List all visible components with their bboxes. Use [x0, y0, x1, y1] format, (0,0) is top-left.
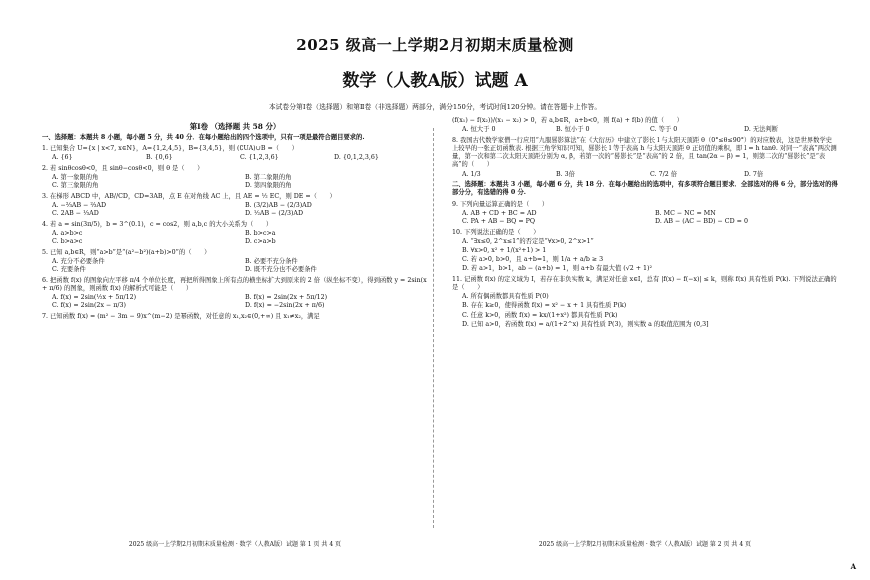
page-mark: A	[850, 562, 856, 571]
option-d: D. ½AB − (2/3)AD	[245, 210, 304, 217]
option-b: B. MC − NC = MN	[655, 209, 716, 217]
question-stem: 11. 记函数 f(x) 的定义域为 I，若存在非负实数 k，满足对任意 x∈I，总有 |f(x) − f(−x)| ≤ k，则称 f(x) 具有性质 P(k). 下列说法正确的是（ ）	[452, 275, 837, 292]
option-c: C. f(x) = 2sin(2x − π/3)	[52, 302, 126, 310]
option-b: B. (3/2)AB − (2/3)AD	[245, 201, 312, 209]
question-stem: 7. 已知函数 f(x) = (m² − 3m − 9)x^(m−2) 是幂函数，对任意的 x₁,x₂∈(0,+∞) 且 x₁≠x₂，满足	[42, 312, 320, 320]
option-d: D. 若 a>1，b>1，ab − (a+b) = 1，则 a+b 有最大值 (√2 + 1)²	[462, 265, 652, 273]
option-a: A. AB + CD + BC = AD	[462, 209, 537, 217]
column-divider	[433, 128, 434, 528]
option-c: C. {1,2,3,6}	[240, 153, 279, 161]
option-b: B. ∀x>0, x² + 1/(x²+1) > 1	[462, 246, 547, 254]
question-5	[42, 249, 428, 275]
option-b: B. 恒小于 0	[556, 126, 590, 134]
option-a: A. “∃x≤0, 2^x≤1”的否定是“∀x>0, 2^x>1”	[462, 237, 594, 245]
question-7	[42, 313, 428, 321]
question-stem: 4. 若 a = sin(3π/5)，b = 3^(0.1)，c = cos2，则 a,b,c 的大小关系为（ ）	[42, 220, 273, 228]
option-a: A. a>b>c	[52, 229, 83, 237]
page-footer-right: 2025 级高一上学期2月初期末质量检测 · 数学（人教A版）试题 第 2 页 共 4 页	[538, 541, 752, 548]
question-stem: 3. 在梯形 ABCD 中，AB//CD，CD=3AB，点 E 在对角线 AC 上，且 AE = ½ EC，则 DE =（ ）	[42, 192, 336, 200]
option-c: C. 第三象限的角	[52, 181, 99, 189]
option-c: C. 等于 0	[650, 126, 678, 134]
question-3	[42, 193, 428, 219]
exam-info: 本试卷分第Ⅰ卷（选择题）和第Ⅱ卷（非选择题）两部分，满分150分，考试时间120分钟。请在答题卡上作答。	[268, 103, 602, 111]
option-d: D. AB − (AC − BD) − CD = 0	[655, 217, 748, 225]
option-a: A. 所有偶函数都具有性质 P(0)	[462, 293, 549, 301]
option-b: B. 第二象限的角	[245, 173, 292, 181]
option-a: A. 1/3	[462, 170, 481, 178]
question-1	[42, 145, 428, 162]
question-stem: 2. 若 sinθcosθ<0，且 sinθ−cosθ<0，则 θ 是（ ）	[42, 164, 204, 172]
question-10	[452, 229, 838, 274]
question-7-continued	[452, 117, 838, 134]
option-d: D. 第四象限的角	[245, 181, 292, 189]
option-c: C. 7/2 倍	[650, 170, 678, 178]
exam-subtitle: 数学（人教A版）试题 A	[342, 71, 528, 91]
option-a: A. 充分不必要条件	[52, 257, 105, 265]
part2-header: 二、选择题：本题共 3 小题，每小题 6 分，共 18 分．在每小题给出的选项中，有多项符合题目要求．全部选对的得 6 分，部分选对的得部分分，有选错的得 0 分.	[452, 181, 838, 197]
question-stem: 9. 下列向量运算正确的是（ ）	[452, 200, 549, 208]
option-a: A. −⅔AB − ⅔AD	[52, 201, 107, 209]
option-a: A. f(x) = 2sin(½x + 5π/12)	[52, 294, 137, 302]
option-b: B. 3倍	[556, 170, 575, 178]
option-c: C. PA + AB − BQ = PQ	[462, 217, 536, 225]
option-b: B. 存在 k≥0，使得函数 f(x) = x² − x + 1 具有性质 P(k)	[462, 302, 627, 310]
part1-header: 一、选择题：本题共 8 小题，每小题 5 分，共 40 分．在每小题给出的四个选项中，只有一项是最符合题目要求的.	[42, 133, 365, 141]
option-d: D. 无法判断	[744, 126, 779, 134]
question-6	[42, 277, 428, 311]
question-8	[452, 137, 838, 179]
option-a: A. 第一象限的角	[52, 173, 99, 181]
option-c: C. 充要条件	[52, 266, 86, 274]
right-column	[452, 117, 838, 331]
section-title: 第Ⅰ卷 （选择题 共 58 分）	[189, 122, 281, 131]
question-9	[452, 201, 838, 227]
question-stem: 5. 已知 a,b∈R，则“a>b”是“(a²−b²)(a+b)>0”的（ ）	[42, 248, 211, 256]
option-d: D. {0,1,2,3,6}	[334, 153, 379, 161]
option-c: C. b>a>c	[52, 238, 83, 246]
question-2	[42, 165, 428, 191]
question-stem: 1. 已知集合 U={x | x<7, x∈N}，A={1,2,4,5}，B={3,4,5}，则 (∁UA)∪B =（ ）	[42, 144, 298, 152]
left-column	[42, 122, 428, 324]
option-c: C. 任意 k>0，函数 f(x) = kx/(1+x²) 都具有性质 P(k)	[462, 311, 618, 319]
option-d: D. 已知 a>0，若函数 f(x) = a/(1+2^x) 具有性质 P(3)，则实数 a 的取值范围为 (0,3]	[462, 320, 709, 328]
option-d: D. c>a>b	[245, 238, 276, 246]
option-b: B. {0,6}	[146, 153, 173, 161]
question-stem: (f(x₁) − f(x₂))/(x₁ − x₂) > 0，若 a,b∈R，a+b<0，则 f(a) + f(b) 的值（ ）	[452, 117, 683, 124]
option-c: C. 2AB − ⅓AD	[52, 210, 99, 217]
option-b: B. 必要不充分条件	[245, 257, 298, 265]
question-11	[452, 276, 838, 329]
option-a: A. {6}	[52, 153, 73, 161]
exam-title: 2025 级高一上学期2月初期末质量检测	[296, 36, 574, 54]
option-d: D. 7倍	[744, 170, 764, 178]
question-stem: 8. 我国古代数学家僧一行应用“九服晷影算法”在《大衍历》中建立了影长 l 与太阳天顶距 θ（0°≤θ≤90°）的对应数表，这是世界数学史上较早的一张正切函数表. 根据三角学知识可知，晷影长 l 等于表高 h 与太阳天顶距 θ 正切值的乘积，即 l = h tanθ. 对同一“表高”两次测量，第一次和第二次太阳天顶距分别为 α, β，若第一次的“晷影长”是“表高”的 2 倍，且 tan(2α − β) = 1，则第二次的“晷影长”是“表高”的（ ）	[452, 136, 837, 169]
question-stem: 6. 把函数 f(x) 的图象向左平移 π/4 个单位长度，再把所得图象上所有点的横坐标扩大到原来的 2 倍（纵坐标不变），得到函数 y = 2sin(x + π/6) 的图象，则函数 f(x) 的解析式可能是（ ）	[42, 276, 427, 292]
option-a: A. 恒大于 0	[462, 126, 496, 134]
option-c: C. 若 a>0, b>0，且 a+b=1，则 1/a + a/b ≥ 3	[462, 256, 604, 264]
option-b: B. f(x) = 2sin(2x + 5π/12)	[245, 294, 328, 302]
page-footer-left: 2025 级高一上学期2月初期末质量检测 · 数学（人教A版）试题 第 1 页 共 4 页	[128, 541, 342, 548]
option-d: D. 既不充分也不必要条件	[245, 266, 317, 274]
question-stem: 10. 下列说法正确的是（ ）	[452, 228, 540, 236]
question-4	[42, 221, 428, 247]
option-d: D. f(x) = −2sin(2x + π/6)	[245, 302, 325, 310]
option-b: B. b>c>a	[245, 229, 276, 237]
